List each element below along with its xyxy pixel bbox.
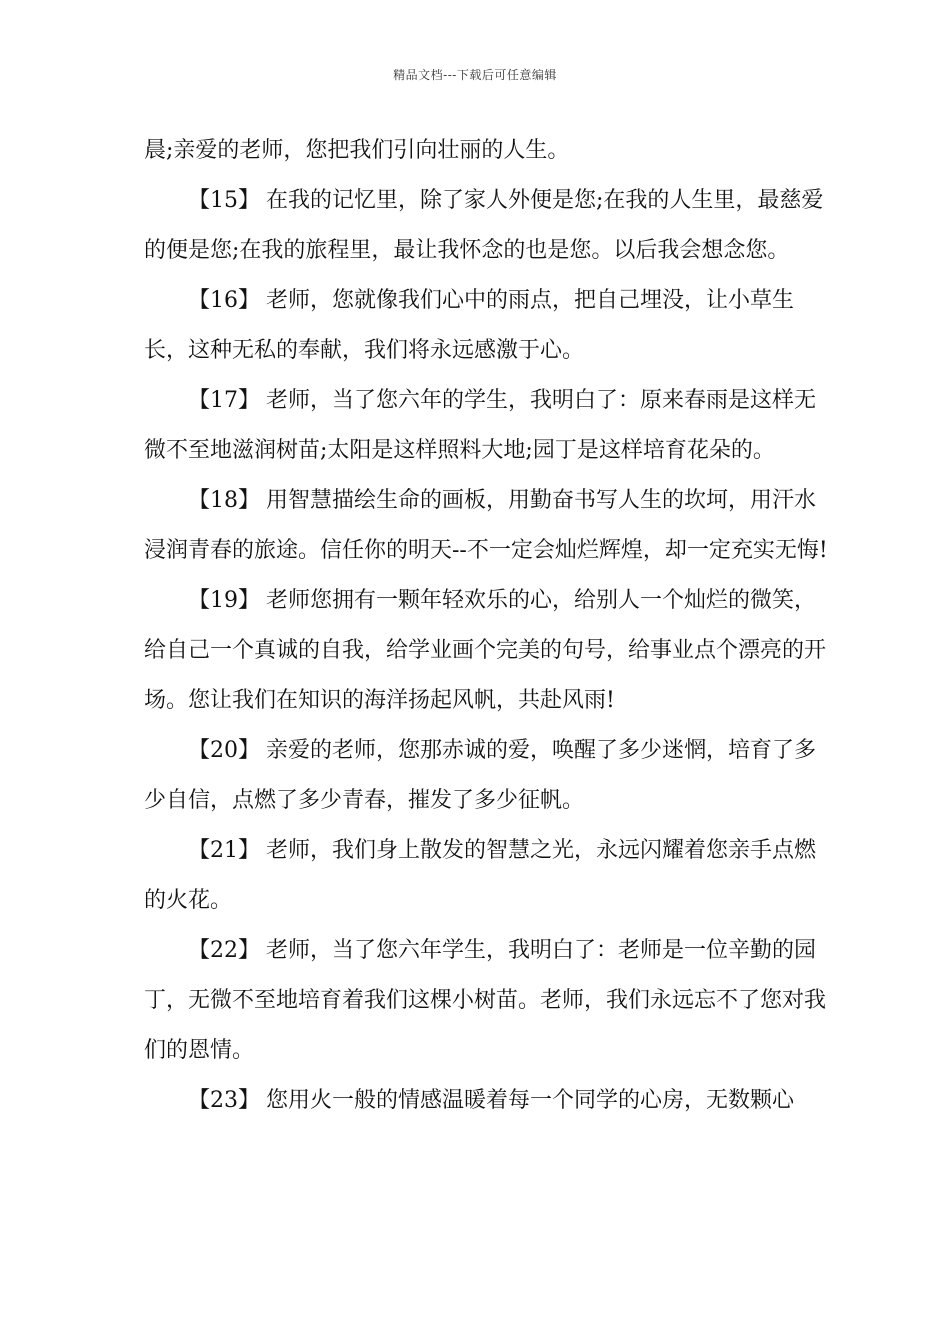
item-text: 老师，当了您六年学生，我明白了：老师是一位辛勤的园丁，无微不至地培育着我们这棵小树苗。老师，我们永远忘不了您对我们的恩情。 <box>144 938 827 1063</box>
item-text: 亲爱的老师，您那赤诚的爱，唤醒了多少迷惘，培育了多少自信，点燃了多少青春，摧发了多少征帆。 <box>144 738 817 813</box>
list-item <box>144 476 834 576</box>
list-item <box>144 926 834 1076</box>
item-number: 【16】 <box>188 288 260 313</box>
item-text: 用智慧描绘生命的画板，用勤奋书写人生的坎坷，用汗水浸润青春的旅途。信任你的明天--不一定会灿烂辉煌，却一定充实无悔! <box>144 488 828 563</box>
list-item <box>144 726 834 826</box>
item-number: 【20】 <box>188 738 260 763</box>
list-item <box>144 376 834 476</box>
list-item <box>144 276 834 376</box>
item-text: 老师，当了您六年的学生，我明白了：原来春雨是这样无微不至地滋润树苗;太阳是这样照料大地;园丁是这样培育花朵的。 <box>144 388 817 463</box>
item-number: 【17】 <box>188 388 260 413</box>
item-text: 在我的记忆里，除了家人外便是您;在我的人生里，最慈爱的便是您;在我的旅程里，最让我怀念的也是您。以后我会想念您。 <box>144 188 824 263</box>
item-text: 老师，我们身上散发的智慧之光，永远闪耀着您亲手点燃的火花。 <box>144 838 817 913</box>
item-number: 【22】 <box>188 938 260 963</box>
document-body <box>144 126 834 1126</box>
item-number: 【19】 <box>188 588 260 613</box>
item-number: 【15】 <box>188 188 260 213</box>
list-item <box>144 176 834 276</box>
item-number: 【23】 <box>188 1088 260 1113</box>
item-text: 您用火一般的情感温暖着每一个同学的心房，无数颗心 <box>266 1088 795 1113</box>
list-item <box>144 826 834 926</box>
item-number: 【21】 <box>188 838 260 863</box>
list-item <box>144 576 834 726</box>
page-header: 精品文档---下载后可任意编辑 <box>393 68 557 82</box>
list-item <box>144 1076 834 1126</box>
continuation-paragraph: 晨;亲爱的老师，您把我们引向壮丽的人生。 <box>144 138 570 163</box>
item-text: 老师，您就像我们心中的雨点，把自己埋没，让小草生长，这种无私的奉献，我们将永远感激于心。 <box>144 288 795 363</box>
item-text: 老师您拥有一颗年轻欢乐的心，给别人一个灿烂的微笑，给自己一个真诚的自我，给学业画个完美的句号，给事业点个漂亮的开场。您让我们在知识的海洋扬起风帆，共赴风雨! <box>144 588 827 713</box>
item-number: 【18】 <box>188 488 260 513</box>
